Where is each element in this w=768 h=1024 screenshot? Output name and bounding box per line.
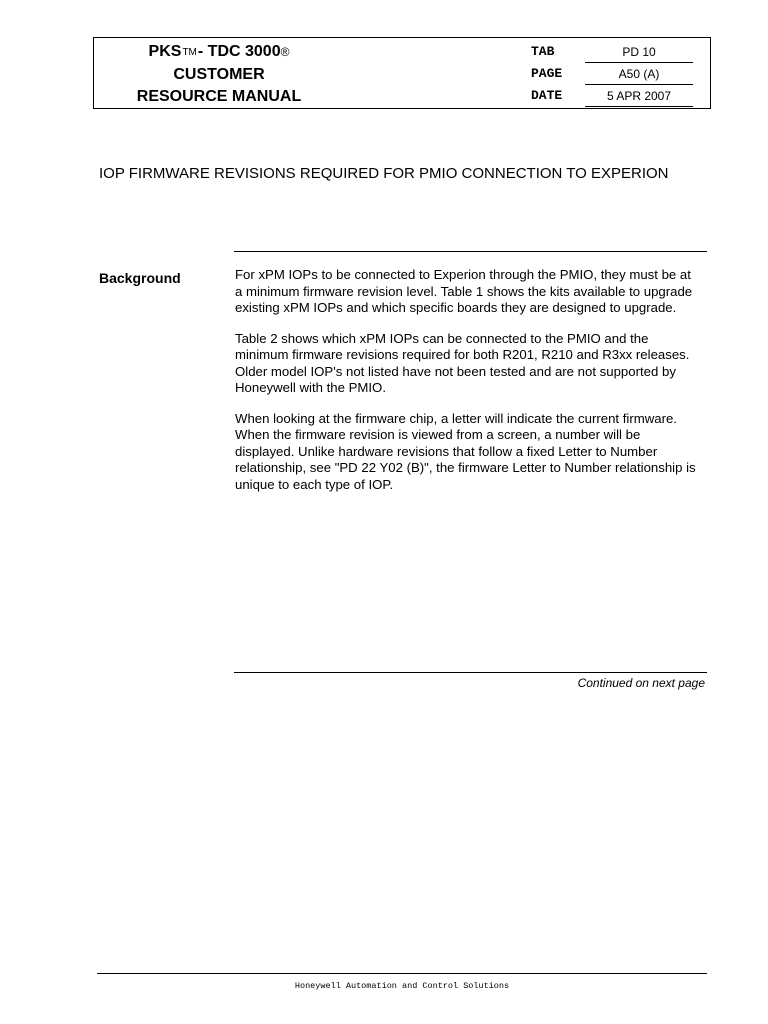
- continued-note: Continued on next page: [577, 676, 705, 690]
- section-top-rule: [234, 251, 707, 252]
- paragraph-1: For xPM IOPs to be connected to Experion through the PMIO, they must be at a minimum firmware revision level. Table 1 shows the kits available to upgrade existing xPM IOPs and which specific boards they are designed to upgrade.: [235, 267, 693, 315]
- document-title: IOP FIRMWARE REVISIONS REQUIRED FOR PMIO CONNECTION TO EXPERION: [99, 165, 669, 182]
- section-bottom-rule: [234, 672, 707, 673]
- meta-label-date: DATE: [531, 88, 563, 103]
- section-body: [235, 267, 697, 507]
- meta-row-tab: [531, 41, 691, 63]
- meta-label-tab: TAB: [531, 44, 555, 59]
- registered-mark: ®: [280, 45, 290, 59]
- paragraph-3: When looking at the firmware chip, a letter will indicate the current firmware. When the firmware revision is viewed from a screen, a number will be displayed. Unlike hardware revisions that follow a fixed Letter to Number relationship, see "PD 22 Y02 (B)", the firmware Letter to Number relationship is unique to each type of IOP.: [235, 410, 696, 492]
- manual-title: [94, 38, 344, 108]
- title-pks: PKS: [148, 43, 182, 60]
- footer-rule: [97, 973, 707, 974]
- paragraph-2: Table 2 shows which xPM IOPs can be connected to the PMIO and the minimum firmware revisions required for both R201, R210 and R3xx releases. Older model IOP's not listed have not been tested and are not supported by Honeywell with the PMIO.: [235, 330, 690, 395]
- trademark-mark: TM: [182, 47, 197, 58]
- meta-row-page: [531, 63, 691, 85]
- footer-text: Honeywell Automation and Control Solutions: [294, 981, 510, 991]
- meta-rule-date: [585, 106, 693, 107]
- meta-value-page: A50 (A): [618, 67, 660, 81]
- meta-label-page: PAGE: [531, 66, 563, 81]
- title-line-1: [94, 41, 344, 64]
- meta-row-date: [531, 85, 691, 107]
- header-box: [93, 37, 711, 109]
- title-line-2: CUSTOMER: [173, 66, 265, 83]
- title-line-3: RESOURCE MANUAL: [136, 88, 302, 105]
- meta-value-date: 5 APR 2007: [606, 89, 672, 103]
- section-label: Background: [99, 270, 181, 286]
- meta-value-tab: PD 10: [622, 45, 656, 59]
- title-tdc: - TDC 3000: [197, 43, 281, 60]
